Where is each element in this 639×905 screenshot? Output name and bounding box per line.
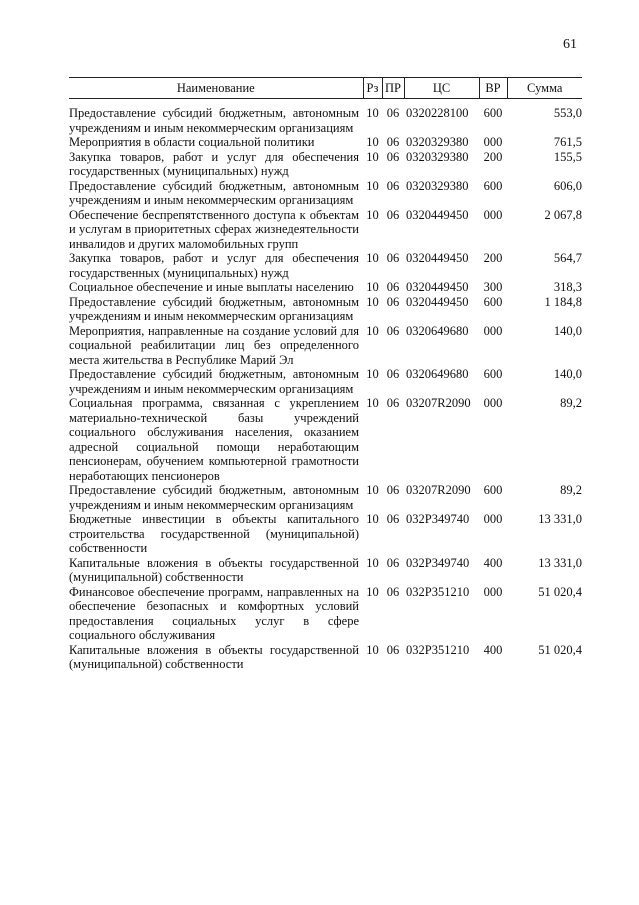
cell-sum: 1 184,8 [544, 294, 582, 309]
cell-vr: 300 [483, 280, 503, 294]
cell-name: Предоставление субсидий бюджетным, автономным учреждениям и иным некоммерческим организациям [69, 294, 359, 323]
table-row [69, 396, 582, 483]
cell-sum: 564,7 [553, 251, 582, 265]
table-row [69, 556, 582, 585]
cell-sum: 51 020,4 [538, 584, 582, 599]
cell-vr: 600 [483, 294, 503, 309]
cell-name: Социальное обеспечение и иные выплаты населению [69, 280, 354, 294]
cell-pr: 06 [386, 178, 400, 193]
cell-rz: 10 [366, 207, 379, 222]
cell-cs: 0320449450 [406, 207, 469, 222]
cell-cs: 032P351210 [406, 584, 470, 599]
cell-vr: 000 [483, 207, 503, 222]
table-row [69, 367, 582, 396]
cell-rz: 10 [366, 555, 379, 570]
cell-name: Закупка товаров, работ и услуг для обеспечения государственных (муниципальных) нужд [69, 149, 359, 178]
cell-name: Предоставление субсидий бюджетным, автономным учреждениям и иным некоммерческим организациям [69, 367, 359, 396]
header-name: Наименование [69, 78, 363, 99]
cell-cs: 0320649680 [406, 367, 469, 381]
cell-name: Предоставление субсидий бюджетным, автономным учреждениям и иным некоммерческим организациям [69, 483, 359, 512]
table-body [69, 99, 582, 672]
cell-cs: 0320649680 [406, 323, 469, 338]
cell-sum: 155,5 [553, 149, 582, 164]
cell-cs: 032P349740 [406, 555, 470, 570]
cell-sum: 89,2 [560, 483, 582, 497]
cell-vr: 400 [483, 642, 503, 657]
cell-sum: 318,3 [553, 280, 582, 294]
cell-name: Предоставление субсидий бюджетным, автономным учреждениям и иным некоммерческим организациям [69, 178, 359, 207]
cell-vr: 000 [483, 584, 503, 599]
cell-cs: 0320329380 [406, 178, 469, 193]
cell-vr: 200 [483, 251, 503, 265]
cell-vr: 600 [483, 367, 503, 381]
cell-rz: 10 [366, 323, 379, 338]
cell-vr: 000 [483, 135, 503, 149]
cell-rz: 10 [366, 149, 379, 164]
cell-pr: 06 [386, 367, 400, 381]
cell-rz: 10 [366, 642, 379, 657]
cell-sum: 13 331,0 [538, 512, 582, 526]
cell-pr: 06 [386, 207, 400, 222]
cell-name: Бюджетные инвестиции в объекты капитального строительства государственной (муниципальной) собственности [69, 512, 359, 555]
cell-vr: 600 [483, 483, 503, 497]
cell-pr: 06 [386, 396, 400, 410]
cell-name: Мероприятия, направленные на создание условий для социальной реабилитации лиц без определенного места жительства в Республике Марий Эл [69, 323, 359, 367]
table-row [69, 585, 582, 643]
cell-sum: 89,2 [560, 396, 582, 410]
table-row [69, 295, 582, 324]
header-rz: Рз [363, 78, 382, 99]
header-vr: ВР [479, 78, 507, 99]
header-pr: ПР [382, 78, 404, 99]
cell-pr: 06 [386, 512, 400, 526]
cell-name: Социальная программа, связанная с укреплением материально-технической базы учреждений социального обслуживания населения, оказанием адресной социальной помощи неработающим пенсионерам, обучением компьютерной грамотности неработающих пенсионеров [69, 396, 359, 483]
table-row [69, 483, 582, 512]
cell-sum: 140,0 [553, 367, 582, 381]
cell-pr: 06 [386, 294, 400, 309]
cell-rz: 10 [366, 512, 379, 526]
cell-rz: 10 [366, 294, 379, 309]
cell-pr: 06 [386, 584, 400, 599]
cell-name: Закупка товаров, работ и услуг для обеспечения государственных (муниципальных) нужд [69, 251, 359, 280]
cell-pr: 06 [386, 135, 400, 149]
cell-cs: 0320449450 [406, 294, 469, 309]
cell-rz: 10 [366, 251, 379, 265]
cell-name: Капитальные вложения в объекты государственной (муниципальной) собственности [69, 642, 359, 671]
cell-sum: 140,0 [553, 323, 582, 338]
cell-sum: 51 020,4 [538, 642, 582, 657]
table-row [69, 135, 582, 150]
cell-name: Мероприятия в области социальной политики [69, 135, 315, 149]
cell-cs: 032P351210 [406, 642, 470, 657]
cell-cs: 03207R2090 [406, 483, 471, 497]
cell-name: Предоставление субсидий бюджетным, автономным учреждениям и иным некоммерческим организациям [69, 106, 359, 135]
cell-cs: 03207R2090 [406, 396, 471, 410]
cell-rz: 10 [366, 396, 379, 410]
table-row [69, 150, 582, 179]
cell-rz: 10 [366, 584, 379, 599]
cell-pr: 06 [386, 106, 400, 120]
cell-cs: 0320449450 [406, 280, 469, 294]
cell-vr: 000 [483, 512, 503, 526]
cell-vr: 200 [483, 149, 503, 164]
cell-rz: 10 [366, 178, 379, 193]
cell-cs: 032P349740 [406, 512, 470, 526]
cell-cs: 0320228100 [406, 106, 469, 120]
cell-rz: 10 [366, 483, 379, 497]
cell-name: Капитальные вложения в объекты государственной (муниципальной) собственности [69, 555, 359, 584]
cell-sum: 2 067,8 [544, 207, 582, 222]
cell-sum: 13 331,0 [538, 555, 582, 570]
table-row [69, 512, 582, 556]
cell-vr: 000 [483, 323, 503, 338]
cell-cs: 0320449450 [406, 251, 469, 265]
table-row [69, 643, 582, 672]
header-cs: ЦС [404, 78, 479, 99]
cell-pr: 06 [386, 149, 400, 164]
cell-pr: 06 [386, 483, 400, 497]
cell-rz: 10 [366, 280, 379, 294]
table-row [69, 99, 582, 136]
cell-rz: 10 [366, 367, 379, 381]
cell-vr: 600 [483, 178, 503, 193]
cell-vr: 400 [483, 555, 503, 570]
cell-name: Обеспечение беспрепятственного доступа к объектам и услугам в приоритетных сферах жизнедеятельности инвалидов и других маломобильных групп [69, 207, 359, 251]
table-row [69, 208, 582, 252]
cell-cs: 0320329380 [406, 149, 469, 164]
cell-cs: 0320329380 [406, 135, 469, 149]
cell-rz: 10 [366, 106, 379, 120]
cell-sum: 606,0 [553, 178, 582, 193]
table-header-row [69, 78, 582, 99]
table-row [69, 280, 582, 295]
cell-vr: 000 [483, 396, 503, 410]
table-row [69, 179, 582, 208]
cell-pr: 06 [386, 251, 400, 265]
budget-table [69, 77, 582, 672]
page-number: 61 [563, 37, 577, 52]
cell-vr: 600 [483, 106, 503, 120]
table-row [69, 251, 582, 280]
cell-pr: 06 [386, 642, 400, 657]
cell-sum: 761,5 [553, 135, 582, 149]
cell-pr: 06 [386, 555, 400, 570]
header-sum: Сумма [507, 78, 582, 99]
cell-sum: 553,0 [553, 106, 582, 120]
cell-name: Финансовое обеспечение программ, направленных на обеспечение безопасных и комфортных условий предоставления социальных услуг в сфере социального обслуживания [69, 584, 359, 642]
cell-rz: 10 [366, 135, 379, 149]
cell-pr: 06 [386, 280, 400, 294]
cell-pr: 06 [386, 323, 400, 338]
table-row [69, 324, 582, 368]
